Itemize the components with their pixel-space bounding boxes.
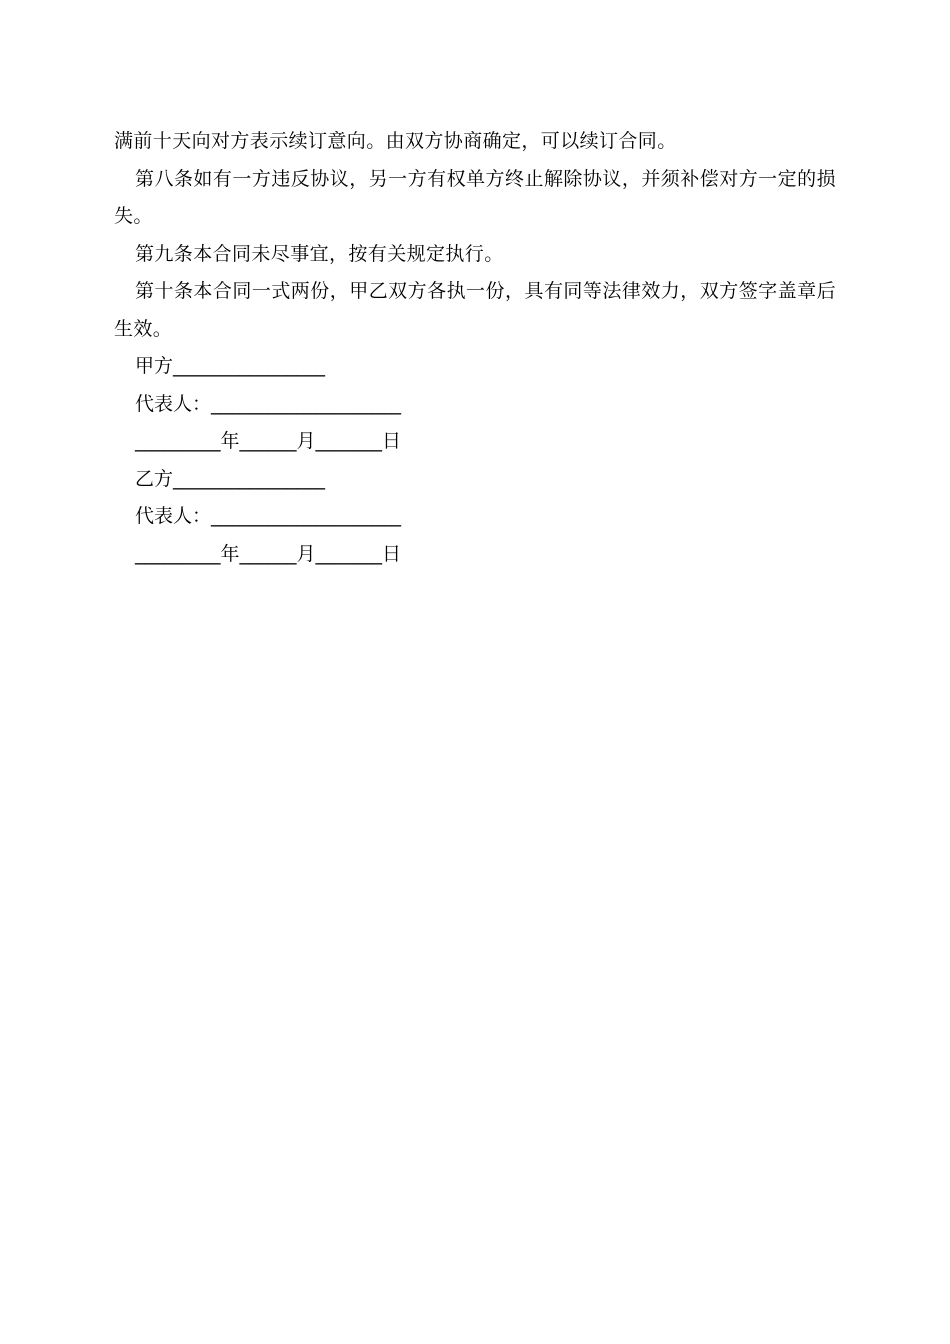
- paragraph-article-10: 第十条本合同一式两份，甲乙双方各执一份，具有同等法律效力，双方签字盖章后生效。: [114, 280, 836, 340]
- party-a-date-line: _________年______月_______日: [135, 430, 402, 452]
- paragraph-article-8: 第八条如有一方违反协议，另一方有权单方终止解除协议，并须补偿对方一定的损失。: [114, 167, 836, 227]
- party-a-representative-line: 代表人：____________________: [135, 392, 402, 415]
- party-b-date-line: _________年______月_______日: [135, 542, 402, 565]
- party-b-line: 乙方________________: [135, 467, 326, 490]
- document-body: [114, 123, 836, 573]
- signature-block: [114, 348, 836, 573]
- party-a-line: 甲方________________: [135, 355, 326, 377]
- party-b-representative-line: 代表人：____________________: [135, 505, 402, 527]
- paragraph-renewal-continuation: 满前十天向对方表示续订意向。由双方协商确定，可以续订合同。: [114, 130, 677, 152]
- paragraph-article-9: 第九条本合同未尽事宜，按有关规定执行。: [135, 242, 504, 265]
